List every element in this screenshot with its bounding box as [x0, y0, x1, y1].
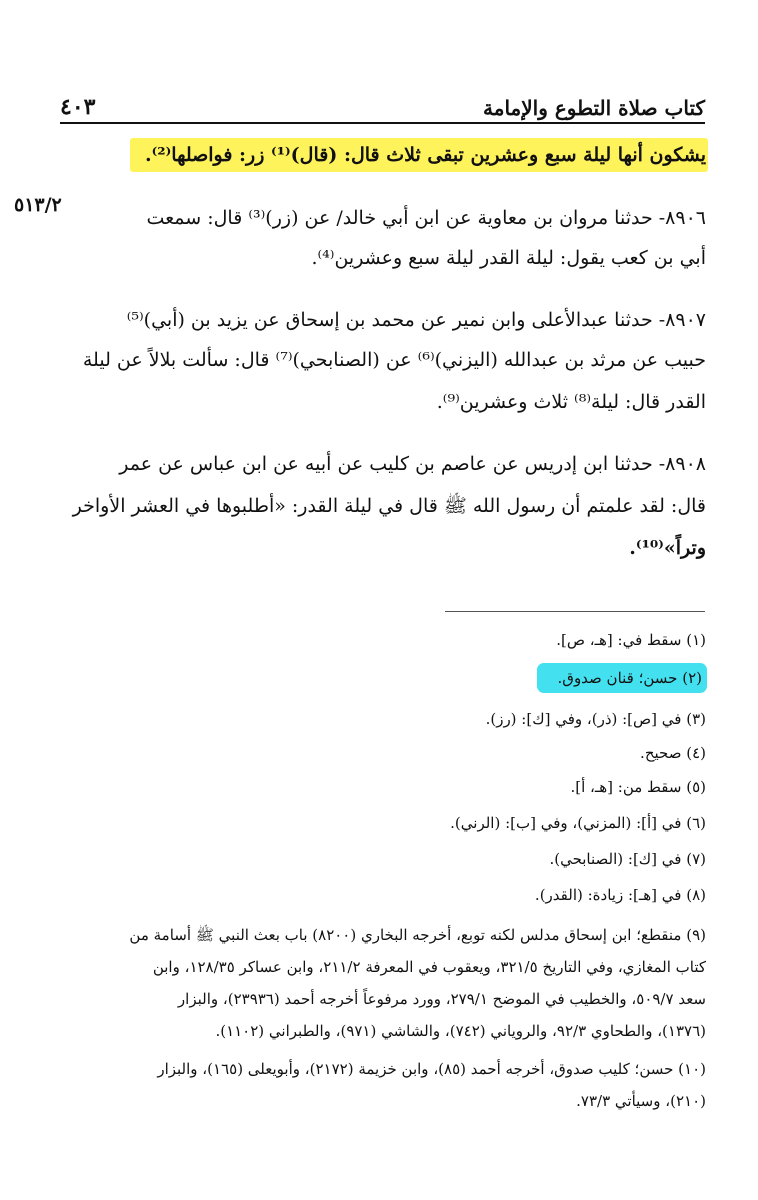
- text-line: قال: لقد علمتم أن رسول الله ﷺ قال في ليلة القدر: «أطلبوها في العشر الأواخر: [72, 495, 706, 517]
- footnote: (٢١٠)، وسيأتي ٧٣/٣.: [576, 1092, 706, 1110]
- footnote: (٥) سقط من: [هـ، أ].: [570, 778, 706, 796]
- header-rule: [60, 122, 705, 124]
- footnote: (٩) منقطع؛ ابن إسحاق مدلس لكنه توبع، أخرجه البخاري (٨٢٠٠) باب بعث النبي ﷺ أسامة من: [129, 926, 706, 944]
- text-line: ٨٩٠٨- حدثنا ابن إدريس عن عاصم بن كليب عن أبيه عن ابن عباس عن عمر: [119, 453, 706, 475]
- footnote-separator: [445, 611, 705, 612]
- footnote: (٣) في [ص]: (ذر)، وفي [ك]: (رز).: [485, 710, 706, 728]
- footnote: كتاب المغازي، وفي التاريخ ٣٢١/٥، ويعقوب في المعرفة ٢١١/٢، وابن عساكر ١٢٨/٣٥، وابن: [152, 958, 706, 976]
- chapter-title: كتاب صلاة التطوع والإمامة: [483, 96, 705, 120]
- page-number: ٤٠٣: [60, 94, 96, 120]
- text-line: أبي بن كعب يقول: ليلة القدر ليلة سبع وعشرين⁽⁴⁾.: [311, 247, 706, 269]
- margin-reference: ٥١٣/٢: [14, 194, 62, 216]
- footnote: (٧) في [ك]: (الصنابحي).: [549, 850, 706, 868]
- text-line: حبيب عن مرثد بن عبدالله (اليزني)⁽⁶⁾ عن (الصنابحي)⁽⁷⁾ قال: سألت بلالاً عن ليلة: [82, 349, 706, 371]
- footnote: (١٣٧٦)، والطحاوي ٩٢/٣، والروياني (٧٤٢)، والشاشي (٩٧١)، والطبراني (١١٠٢).: [215, 1022, 706, 1040]
- footnote: (١) سقط في: [هـ، ص].: [556, 631, 706, 649]
- footnote: (١٠) حسن؛ كليب صدوق، أخرجه أحمد (٨٥)، وابن خزيمة (٢١٧٢)، وأبويعلى (١٦٥)، والبزار: [157, 1060, 706, 1078]
- footnote: (٢) حسن؛ قنان صدوق.: [557, 669, 702, 687]
- footnote: (٤) صحيح.: [640, 744, 706, 762]
- text-line: وتراً»⁽¹⁰⁾.: [629, 537, 706, 559]
- page-header: [60, 84, 705, 120]
- text-line: ٨٩٠٧- حدثنا عبدالأعلى وابن نمير عن محمد بن إسحاق عن يزيد بن (أبي)⁽⁵⁾: [126, 309, 706, 331]
- footnote: (٨) في [هـ]: زيادة: (القدر).: [534, 886, 706, 904]
- text-line: ٨٩٠٦- حدثنا مروان بن معاوية عن ابن أبي خالد/ عن (زر)⁽³⁾ قال: سمعت: [146, 207, 706, 229]
- footnote: (٦) في [أ]: (المزني)، وفي [ب]: (الرني).: [450, 814, 706, 832]
- footnote: سعد ٥٠٩/٧، والخطيب في الموضح ٢٧٩/١، وورد مرفوعاً أخرجه أحمد (٢٣٩٣٦)، والبزار: [177, 990, 706, 1008]
- text-line: القدر قال: ليلة⁽⁸⁾ ثلاث وعشرين⁽⁹⁾.: [436, 391, 706, 413]
- text-line: يشكون أنها ليلة سبع وعشرين تبقى ثلاث قال: (قال)⁽¹⁾ زر: فواصلها⁽²⁾.: [145, 144, 706, 166]
